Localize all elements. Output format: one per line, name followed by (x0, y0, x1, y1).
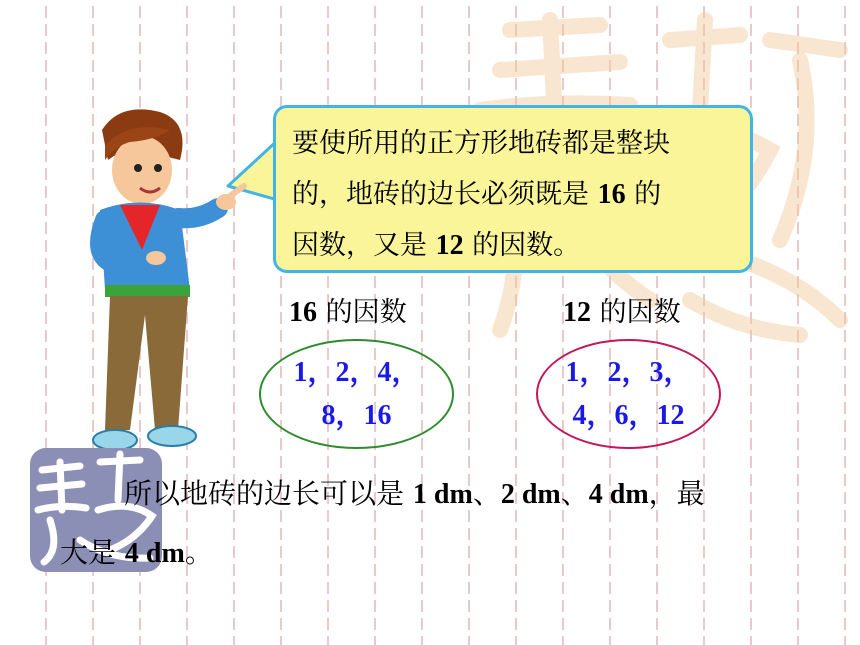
conclusion-line-1: 所以地砖的边长可以是 1 dm、2 dm、4 dm，最 (124, 477, 705, 510)
bubble-line-1: 要使所用的正方形地砖都是整块 (292, 128, 670, 159)
factors-of-16-row-2: 8，16 (321, 400, 392, 431)
factors-of-12-row-1: 1，2，3， (565, 357, 692, 388)
factors-of-12-label: 12 的因数 (563, 297, 681, 328)
factors-of-12-row-2: 4，6，12 (572, 400, 685, 431)
speech-bubble (273, 105, 753, 273)
factors-of-16-ellipse (259, 339, 454, 449)
bubble-line-3: 因数，又是 12 的因数。 (292, 230, 581, 261)
factors-of-16-row-1: 1，2，4， (293, 357, 420, 388)
factors-of-12-ellipse (536, 339, 721, 449)
conclusion-line-2: 大是 4 dm。 (60, 536, 213, 569)
boy-pointing-illustration (60, 100, 260, 470)
factors-of-16-label: 16 的因数 (289, 297, 407, 328)
bubble-line-2: 的，地砖的边长必须既是 16 的 (292, 179, 662, 210)
